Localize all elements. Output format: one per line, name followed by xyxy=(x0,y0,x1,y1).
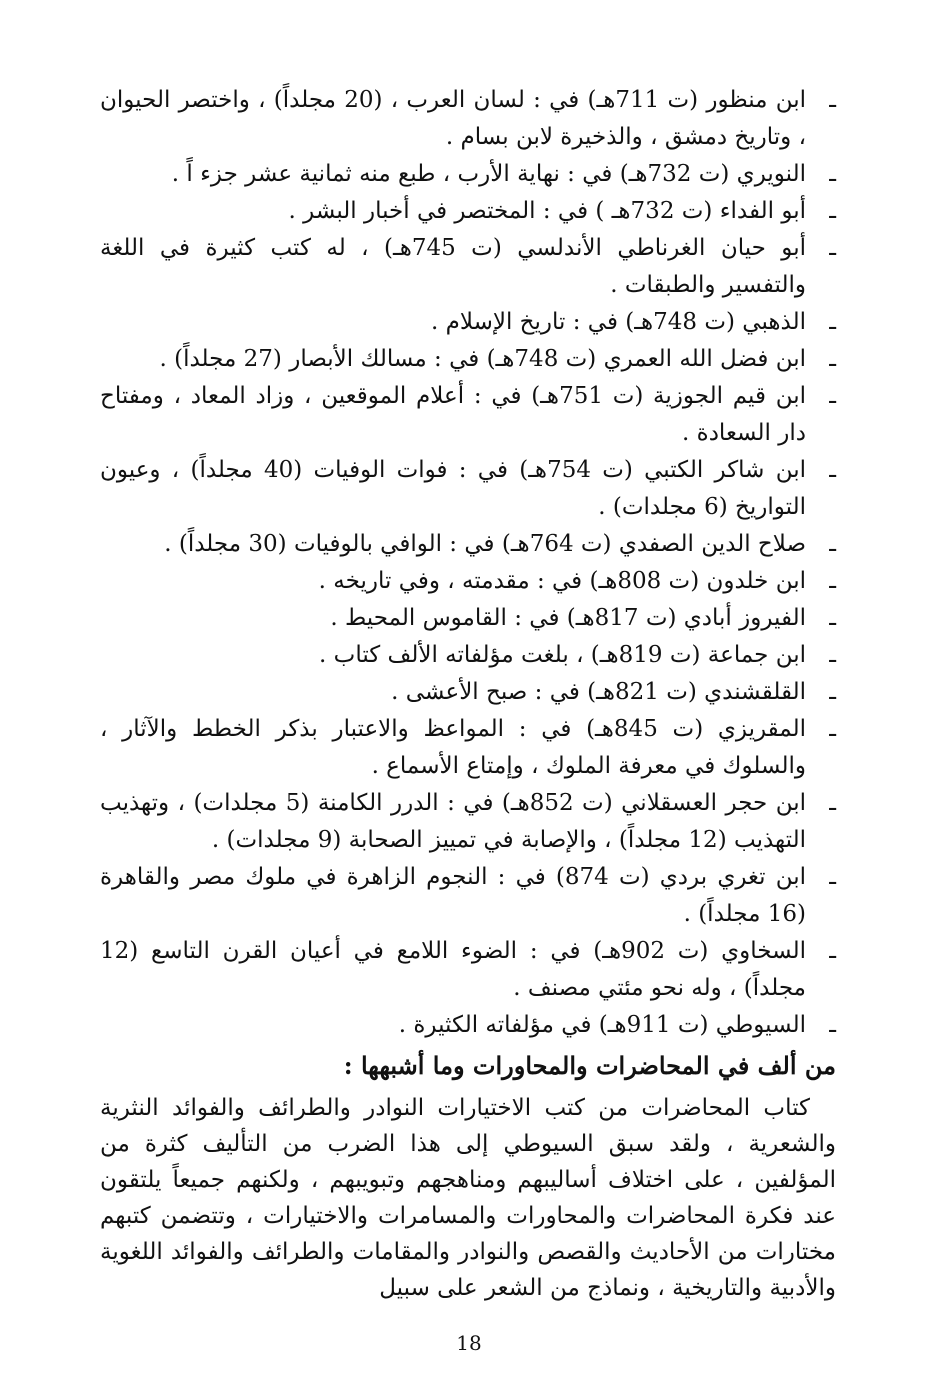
list-item-text: الفيروز أبادي (ت 817هـ) في : القاموس المحيط . xyxy=(330,605,806,631)
list-item-text: ابن شاكر الكتبي (ت 754هـ) في : فوات الوفيات (40 مجلداً) ، وعيون التواريخ (6 مجلدات) . xyxy=(100,457,806,520)
author-list xyxy=(100,82,836,1044)
list-item-text: صلاح الدين الصفدي (ت 764هـ) في : الوافي بالوفيات (30 مجلداً) . xyxy=(164,531,806,557)
list-item xyxy=(100,600,836,637)
list-item xyxy=(100,193,836,230)
list-item xyxy=(100,304,836,341)
list-item-text: ابن تغري بردي (ت 874) في : النجوم الزاهرة في ملوك مصر والقاهرة (16 مجلداً) . xyxy=(100,864,806,927)
list-item-text: ابن خلدون (ت 808هـ) في : مقدمته ، وفي تاريخه . xyxy=(318,568,806,594)
bullet-dash: ـ xyxy=(829,568,836,594)
list-item xyxy=(100,378,836,452)
bullet-dash: ـ xyxy=(829,309,836,335)
body-paragraph: كتاب المحاضرات من كتب الاختيارات النوادر والطرائف والفوائد النثرية والشعرية ، ولقد سبق السيوطي إلى هذا الضرب من التأليف كثرة من المؤلفين ، على اختلاف أساليبهم ومناهجهم وتبويبهم ، ولكنهم جميعاً يلتقون عند فكرة المحاضرات والمحاورات والمسامرات والاختيارات ، وتتضمن كتبهم مختارات من الأحاديث والقصص والنوادر والمقامات والطرائف والفوائد اللغوية والأدبية والتاريخية ، ونماذج من الشعر على سبيل xyxy=(100,1095,836,1301)
list-item xyxy=(100,526,836,563)
list-item-text: ابن فضل الله العمري (ت 748هـ) في : مسالك الأبصار (27 مجلداً) . xyxy=(159,346,806,372)
list-item-text: القلقشندي (ت 821هـ) في : صبح الأعشى . xyxy=(391,679,806,705)
bullet-dash: ـ xyxy=(829,346,836,372)
list-item-text: ابن جماعة (ت 819هـ) ، بلغت مؤلفاته الألف كتاب . xyxy=(319,642,806,668)
list-item-text: السخاوي (ت 902هـ) في : الضوء اللامع في أعيان القرن التاسع (12 مجلداً) ، وله نحو مئتي مصنف . xyxy=(100,938,806,1001)
bullet-dash: ـ xyxy=(829,235,836,261)
list-item xyxy=(100,82,836,156)
bullet-dash: ـ xyxy=(829,198,836,224)
list-item-text: الذهبي (ت 748هـ) في : تاريخ الإسلام . xyxy=(430,309,806,335)
section-heading: من ألف في المحاضرات والمحاورات وما أشبهها : xyxy=(343,1051,836,1080)
bullet-dash: ـ xyxy=(829,383,836,409)
list-item-text: المقريزي (ت 845هـ) في : المواعظ والاعتبار بذكر الخطط والآثار ، والسلوك في معرفة الملوك ، وإمتاع الأسماع . xyxy=(100,716,806,779)
list-item-text: ابن منظور (ت 711هـ) في : لسان العرب ، (20 مجلداً) ، واختصر الحيوان ، وتاريخ دمشق ، والذخيرة لابن بسام . xyxy=(100,87,806,150)
list-item xyxy=(100,674,836,711)
bullet-dash: ـ xyxy=(829,938,836,964)
page-number: 18 xyxy=(456,1331,482,1355)
list-item-text: ابن قيم الجوزية (ت 751هـ) في : أعلام الموقعين ، وزاد المعاد ، ومفتاح دار السعادة . xyxy=(100,383,806,446)
list-item-text: السيوطي (ت 911هـ) في مؤلفاته الكثيرة . xyxy=(398,1012,806,1038)
list-item xyxy=(100,785,836,859)
list-item xyxy=(100,637,836,674)
bullet-dash: ـ xyxy=(829,161,836,187)
bullet-dash: ـ xyxy=(829,531,836,557)
list-item xyxy=(100,563,836,600)
bullet-dash: ـ xyxy=(829,1012,836,1038)
list-item-text: النويري (ت 732هـ) في : نهاية الأرب ، طبع منه ثمانية عشر جزء اً . xyxy=(171,161,806,187)
list-item-text: أبو حيان الغرناطي الأندلسي (ت 745هـ) ، له كتب كثيرة في اللغة والتفسير والطبقات . xyxy=(100,235,806,298)
list-item xyxy=(100,859,836,933)
bullet-dash: ـ xyxy=(829,642,836,668)
list-item xyxy=(100,452,836,526)
bullet-dash: ـ xyxy=(829,87,836,113)
list-item xyxy=(100,933,836,1007)
list-item-text: ابن حجر العسقلاني (ت 852هـ) في : الدرر الكامنة (5 مجلدات) ، وتهذيب التهذيب (12 مجلداً) ، والإصابة في تمييز الصحابة (9 مجلدات) . xyxy=(100,790,806,853)
list-item xyxy=(100,1007,836,1044)
bullet-dash: ـ xyxy=(829,790,836,816)
bullet-dash: ـ xyxy=(829,605,836,631)
bullet-dash: ـ xyxy=(829,716,836,742)
bullet-dash: ـ xyxy=(829,679,836,705)
list-item xyxy=(100,341,836,378)
list-item xyxy=(100,230,836,304)
list-item xyxy=(100,711,836,785)
bullet-dash: ـ xyxy=(829,457,836,483)
list-item-text: أبو الفداء (ت 732هـ ) في : المختصر في أخبار البشر . xyxy=(288,198,806,224)
list-item xyxy=(100,156,836,193)
bullet-dash: ـ xyxy=(829,864,836,890)
